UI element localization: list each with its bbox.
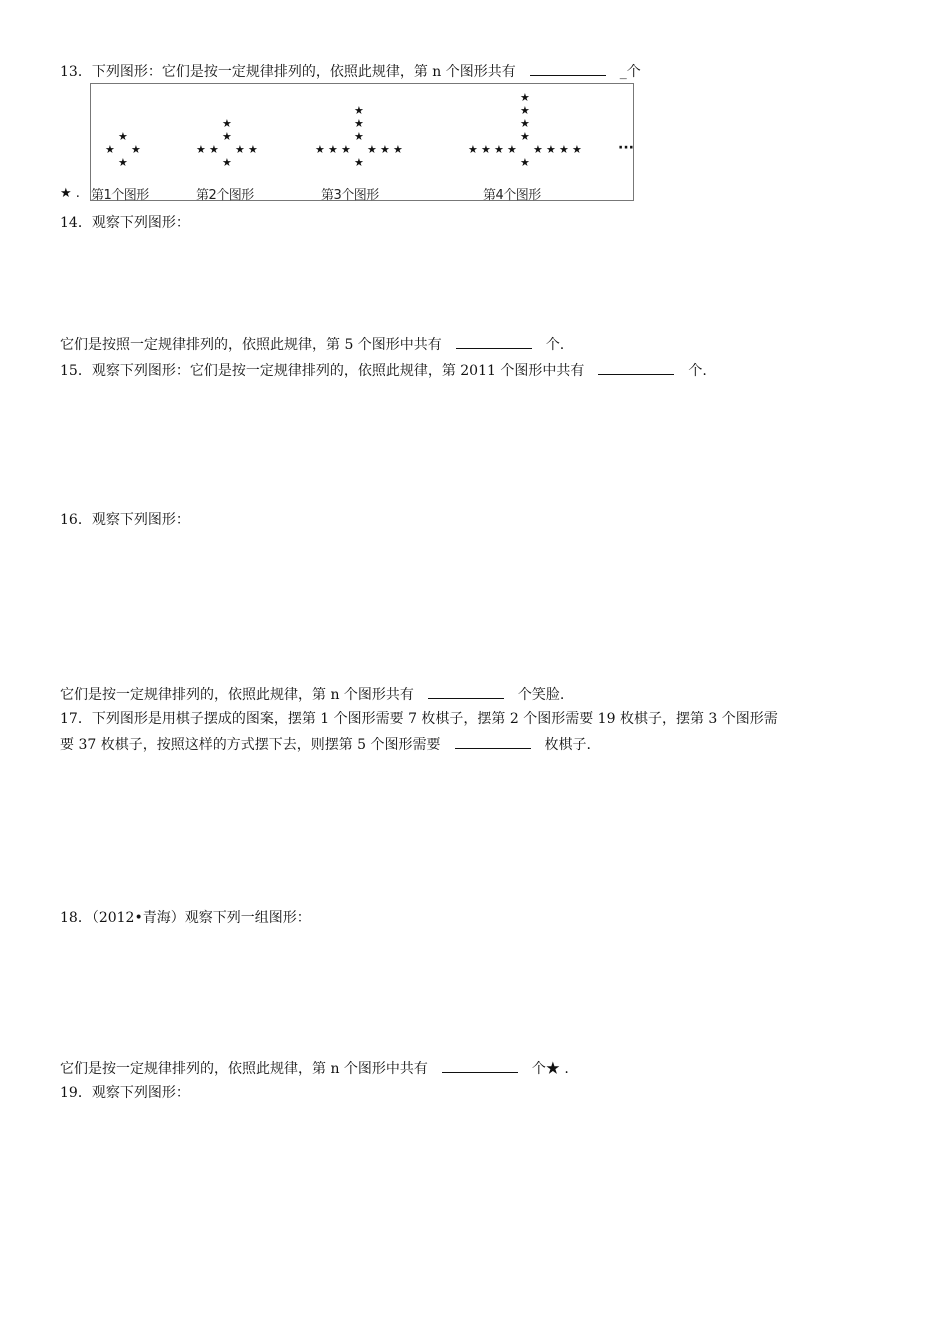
q13-text: 13．下列图形：它们是按一定规律排列的，依照此规律，第 n 个图形共有 (60, 64, 516, 80)
q13-star-icon: ★ (354, 130, 364, 143)
q13-figure (90, 83, 634, 201)
q13-star-icon: ★ (468, 143, 478, 156)
q13-star-icon: ★ (341, 143, 351, 156)
q13-star-icon: ★ (520, 91, 530, 104)
q13-star-icon: ★ (118, 130, 128, 143)
q13-star-icon: ★ (315, 143, 325, 156)
q13-star-icon: ★ (393, 143, 403, 156)
q13-star-icon: ★ (354, 104, 364, 117)
q13-star-icon: ★ (520, 156, 530, 169)
q15-answer-blank[interactable] (598, 360, 674, 375)
q13-caption-2: 第2个图形 (196, 188, 254, 203)
q17-text: 要 37 枚棋子，按照这样的方式摆下去，则摆第 5 个图形需要 (60, 737, 441, 753)
q16-text: 它们是按一定规律排列的，依照此规律，第 n 个图形共有 (60, 687, 414, 703)
q13-star-icon: ★ (380, 143, 390, 156)
q13-star-icon: ★ (520, 104, 530, 117)
q16-answer-blank[interactable] (428, 684, 504, 699)
q13-star-icon: ★ (222, 117, 232, 130)
q13-star-icon: ★ (354, 117, 364, 130)
q13-star-icon: ★ (209, 143, 219, 156)
q14-suffix: 个. (545, 337, 565, 353)
q13-answer-blank[interactable] (530, 61, 606, 76)
q13-lead-star: ★ . (60, 186, 80, 201)
q16-suffix: 个笑脸. (517, 687, 565, 703)
q15-suffix: 个. (688, 363, 707, 379)
q13-caption-3: 第3个图形 (321, 188, 379, 203)
q18-answer-blank[interactable] (442, 1058, 518, 1073)
q13-star-icon: ★ (222, 156, 232, 169)
q18-title: 18．（2012•青海）观察下列一组图形： (60, 910, 311, 926)
q13-star-icon: ★ (328, 143, 338, 156)
q13-blank-mark: _ (619, 64, 627, 80)
q13-star-icon: ★ (248, 143, 258, 156)
q13-star-icon: ★ (520, 117, 530, 130)
q18-suffix: 个★ . (531, 1061, 569, 1077)
q13-star-icon: ★ (105, 143, 115, 156)
q19-title: 19．观察下列图形： (60, 1085, 190, 1101)
q13-star-icon: ★ (507, 143, 517, 156)
q17-line1: 17．下列图形是用棋子摆成的图案，摆第 1 个图形需要 7 枚棋子，摆第 2 个图形需要 19 枚棋子，摆第 3 个图形需 (60, 711, 778, 727)
q17-answer-blank[interactable] (455, 734, 531, 749)
q13-star-icon: ★ (118, 156, 128, 169)
q13-star-icon: ★ (235, 143, 245, 156)
q13-star-icon: ★ (481, 143, 491, 156)
q13-star-icon: ★ (546, 143, 556, 156)
q16-title: 16．观察下列图形： (60, 512, 190, 528)
q13-suffix: 个 (626, 64, 641, 80)
q13-star-icon: ★ (494, 143, 504, 156)
q13-star-icon: ★ (559, 143, 569, 156)
q14-answer-blank[interactable] (456, 334, 532, 349)
q14-text: 它们是按照一定规律排列的，依照此规律，第 5 个图形中共有 (60, 337, 442, 353)
q13-star-icon: ★ (196, 143, 206, 156)
q14-line (60, 334, 564, 355)
q13-line (60, 61, 641, 82)
q15-line (60, 360, 707, 381)
q13-ellipsis: ··· (618, 140, 634, 156)
q16-line (60, 684, 564, 705)
q13-star-icon: ★ (354, 156, 364, 169)
q18-line (60, 1058, 569, 1079)
q13-caption-4: 第4个图形 (483, 188, 541, 203)
q14-title: 14．观察下列图形： (60, 215, 190, 231)
q18-text: 它们是按一定规律排列的，依照此规律，第 n 个图形中共有 (60, 1061, 428, 1077)
q13-star-icon: ★ (222, 130, 232, 143)
q15-text: 15．观察下列图形：它们是按一定规律排列的，依照此规律，第 2011 个图形中共有 (60, 363, 585, 379)
q13-star-icon: ★ (572, 143, 582, 156)
q17-suffix: 枚棋子. (544, 737, 591, 753)
q13-star-icon: ★ (131, 143, 141, 156)
q13-star-icon: ★ (520, 130, 530, 143)
q13-star-icon: ★ (367, 143, 377, 156)
q13-star-icon: ★ (533, 143, 543, 156)
q17-line2 (60, 734, 591, 755)
q13-caption-1: 第1个图形 (91, 188, 149, 203)
